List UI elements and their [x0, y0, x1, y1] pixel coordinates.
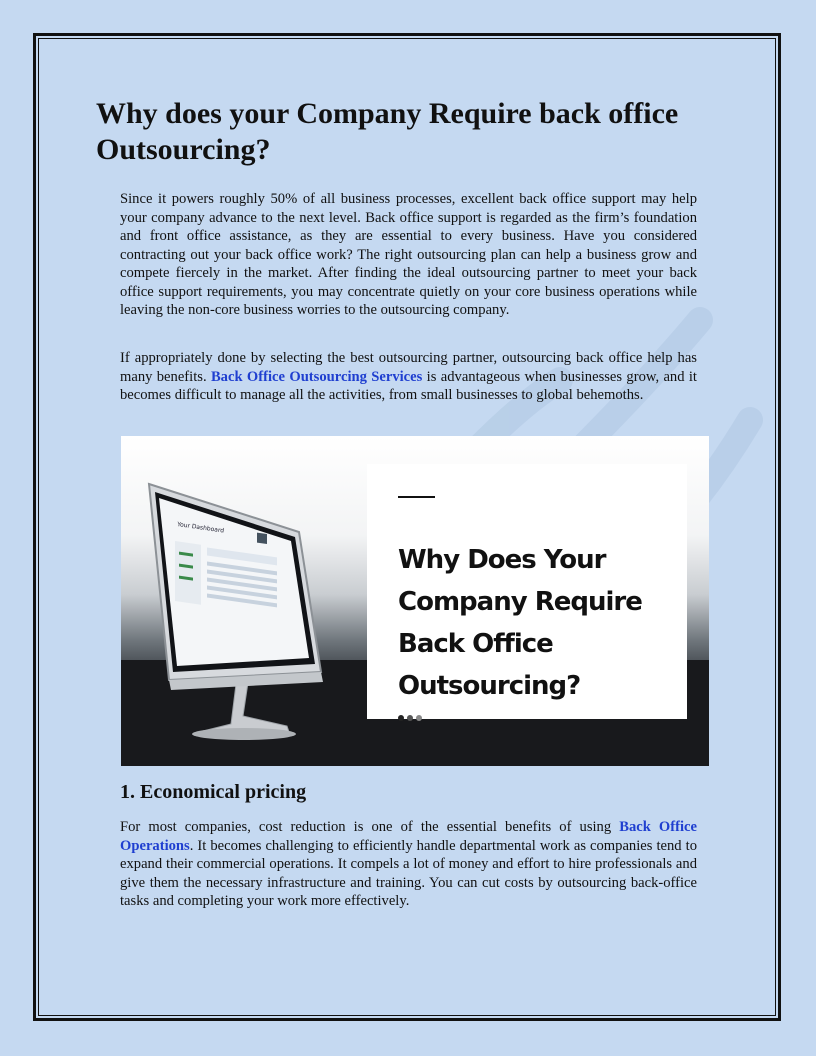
dot — [407, 715, 413, 721]
article-banner-image — [121, 436, 709, 766]
dot — [398, 715, 404, 721]
banner-heading — [398, 539, 683, 707]
monitor-illustration — [139, 476, 359, 746]
benefits-text-start: If appropriately done by selecting the best outsourcing partner, outsourcing back office help has many benefits. — [120, 350, 697, 385]
back-office-operations-link[interactable]: Back Office Operations — [120, 819, 697, 854]
banner-heading-line-4: Outsourcing? — [398, 671, 581, 701]
page-title: Why does your Company Require back office Outsourcing? — [96, 97, 679, 166]
banner-heading-line-1: Why Does Your — [398, 545, 606, 575]
benefits-text-end: is advantageous when businesses grow, and it becomes difficult to manage all the activities, from small businesses to global behemoths. — [120, 368, 697, 403]
section-heading-economical-pricing: 1. Economical pricing — [120, 781, 307, 803]
benefits-paragraph — [120, 349, 697, 405]
dot — [416, 715, 422, 721]
card-dots — [398, 708, 425, 726]
banner-title-card — [367, 464, 687, 719]
economical-pricing-paragraph — [120, 818, 697, 911]
screen-title: Your Dashboard — [176, 521, 225, 535]
pricing-text-end: . It becomes challenging to efficiently handle departmental work as companies tend to expand their commercial operations. It compels a lot of money and effort to hire professionals and give them the necessary infrastructure and training. You can cut costs by outsourcing back-office tasks and completing your work more effectively. — [120, 837, 697, 909]
pricing-text-start: For most companies, cost reduction is one of the essential benefits of using — [120, 819, 620, 835]
back-office-outsourcing-services-link[interactable]: Back Office Outsourcing Services — [210, 368, 423, 385]
banner-heading-line-3: Back Office — [398, 629, 553, 659]
card-accent-line — [398, 496, 435, 498]
intro-paragraph: Since it powers roughly 50% of all business processes, excellent back office support may help your company advance to the next level. Back office support is regarded as the firm’s foundation and front office assistance, as they are essential to every business. Have you considered contracting out your back office work? The right outsourcing plan can help a business grow and compete fiercely in the market. After finding the ideal outsourcing partner to meet your back office support requirements, you may concentrate quietly on your core business operations while leaving the non-core business worries to the outsourcing company. — [120, 191, 697, 318]
banner-heading-line-2: Company Require — [398, 587, 642, 617]
